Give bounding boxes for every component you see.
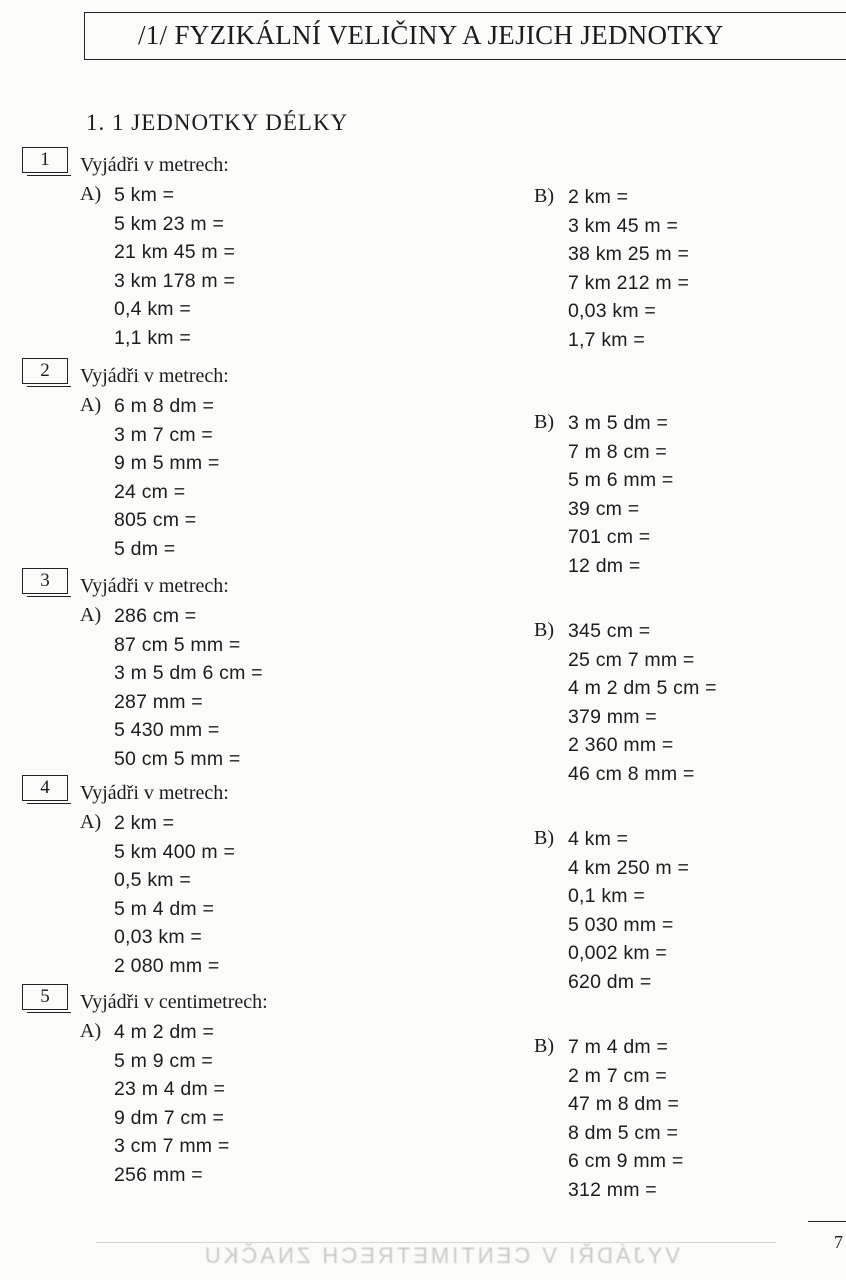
conversion-item-a: 5 km = <box>114 184 175 206</box>
footer-rule <box>808 1221 846 1222</box>
exercise-number: 5 <box>22 984 68 1010</box>
column-a-label: A) <box>80 811 102 833</box>
conversion-item-b: 7 m 8 cm = <box>568 440 667 463</box>
exercise-instruction: Vyjádři v metrech: <box>80 154 229 176</box>
conversion-item-a: 4 m 2 dm = <box>114 1021 215 1043</box>
conversion-item-b: 7 km 212 m = <box>568 271 690 294</box>
conversion-item-a: 24 cm = <box>114 480 186 503</box>
conversion-item-a: 1,1 km = <box>114 326 191 349</box>
column-b-label: B) <box>534 827 554 849</box>
conversion-item-b: 379 mm = <box>568 705 657 728</box>
conversion-item-a: 3 m 5 dm 6 cm = <box>114 662 263 684</box>
exercise-instruction: Vyjádři v centimetrech: <box>80 991 268 1013</box>
section-heading: 1. 1 JEDNOTKY DÉLKY <box>86 110 349 135</box>
exercise-number: 1 <box>22 147 68 173</box>
conversion-item-b: 25 cm 7 mm = <box>568 648 695 671</box>
conversion-item-a: 5 km 23 m = <box>114 212 225 235</box>
conversion-item-a: 286 cm = <box>114 605 197 627</box>
conversion-item-b: 5 030 mm = <box>568 913 674 936</box>
conversion-item-b: 4 m 2 dm 5 cm = <box>568 677 717 699</box>
conversion-item-b: 701 cm = <box>568 526 651 548</box>
exercise-instruction: Vyjádři v metrech: <box>80 365 229 387</box>
conversion-item-b: 3 m 5 dm = <box>568 412 669 434</box>
conversion-item-b: 38 km 25 m = <box>568 243 690 265</box>
column-a-label: A) <box>80 394 102 416</box>
column-a-label: A) <box>80 183 102 205</box>
conversion-item-a: 256 mm = <box>114 1163 203 1186</box>
conversion-item-a: 9 m 5 mm = <box>114 452 220 474</box>
column-b-label: B) <box>534 185 554 207</box>
conversion-item-b: 7 m 4 dm = <box>568 1036 669 1058</box>
conversion-item-b: 2 m 7 cm = <box>568 1064 667 1087</box>
conversion-item-a: 0,5 km = <box>114 869 191 891</box>
conversion-item-a: 5 km 400 m = <box>114 840 236 863</box>
conversion-item-a: 3 cm 7 mm = <box>114 1135 230 1157</box>
conversion-item-b: 620 dm = <box>568 970 652 993</box>
conversion-item-a: 287 mm = <box>114 690 203 713</box>
conversion-item-a: 9 dm 7 cm = <box>114 1106 225 1129</box>
conversion-item-a: 6 m 8 dm = <box>114 395 215 417</box>
conversion-item-b: 39 cm = <box>568 497 640 520</box>
exercise-number: 3 <box>22 568 68 594</box>
exercise-number: 4 <box>22 775 68 801</box>
exercise-instruction: Vyjádři v metrech: <box>80 782 229 804</box>
column-b-label: B) <box>534 411 554 433</box>
conversion-item-b: 46 cm 8 mm = <box>568 762 695 785</box>
conversion-item-b: 0,002 km = <box>568 942 668 964</box>
conversion-item-b: 3 km 45 m = <box>568 214 679 237</box>
conversion-item-b: 2 km = <box>568 186 629 208</box>
conversion-item-a: 5 dm = <box>114 537 176 560</box>
column-b-label: B) <box>534 1035 554 1057</box>
conversion-item-b: 2 360 mm = <box>568 734 674 756</box>
conversion-item-a: 3 km 178 m = <box>114 269 236 292</box>
column-a-label: A) <box>80 1020 102 1042</box>
conversion-item-b: 6 cm 9 mm = <box>568 1150 684 1172</box>
conversion-item-a: 0,4 km = <box>114 298 191 320</box>
exercise-instruction: Vyjádři v metrech: <box>80 575 229 597</box>
conversion-item-b: 4 km 250 m = <box>568 856 690 879</box>
conversion-item-b: 5 m 6 mm = <box>568 469 674 491</box>
conversion-item-b: 4 km = <box>568 828 629 850</box>
column-b-label: B) <box>534 619 554 641</box>
conversion-item-b: 12 dm = <box>568 554 641 577</box>
conversion-item-b: 0,03 km = <box>568 300 656 322</box>
conversion-item-a: 2 km = <box>114 812 175 834</box>
conversion-item-a: 3 m 7 cm = <box>114 423 213 446</box>
conversion-item-a: 50 cm 5 mm = <box>114 747 241 770</box>
conversion-item-a: 87 cm 5 mm = <box>114 633 241 656</box>
bleed-through-text: VYJÁDŘI V CENTIMETRECH ZNAČKU <box>201 1243 680 1268</box>
conversion-item-b: 312 mm = <box>568 1178 657 1201</box>
column-a-label: A) <box>80 604 102 626</box>
exercise-number: 2 <box>22 358 68 384</box>
conversion-item-b: 345 cm = <box>568 620 651 642</box>
conversion-item-b: 47 m 8 dm = <box>568 1093 680 1115</box>
conversion-item-a: 2 080 mm = <box>114 954 220 977</box>
conversion-item-b: 8 dm 5 cm = <box>568 1121 679 1144</box>
page-number: 7 <box>834 1232 843 1252</box>
conversion-item-a: 23 m 4 dm = <box>114 1078 226 1100</box>
conversion-item-a: 5 m 4 dm = <box>114 897 215 920</box>
page-title: /1/ FYZIKÁLNÍ VELIČINY A JEJICH JEDNOTKY <box>138 20 724 50</box>
conversion-item-a: 21 km 45 m = <box>114 241 236 263</box>
conversion-item-b: 1,7 km = <box>568 328 645 351</box>
conversion-item-a: 5 m 9 cm = <box>114 1049 213 1072</box>
conversion-item-a: 5 430 mm = <box>114 719 220 741</box>
conversion-item-a: 0,03 km = <box>114 926 202 948</box>
conversion-item-b: 0,1 km = <box>568 885 645 907</box>
conversion-item-a: 805 cm = <box>114 509 197 531</box>
